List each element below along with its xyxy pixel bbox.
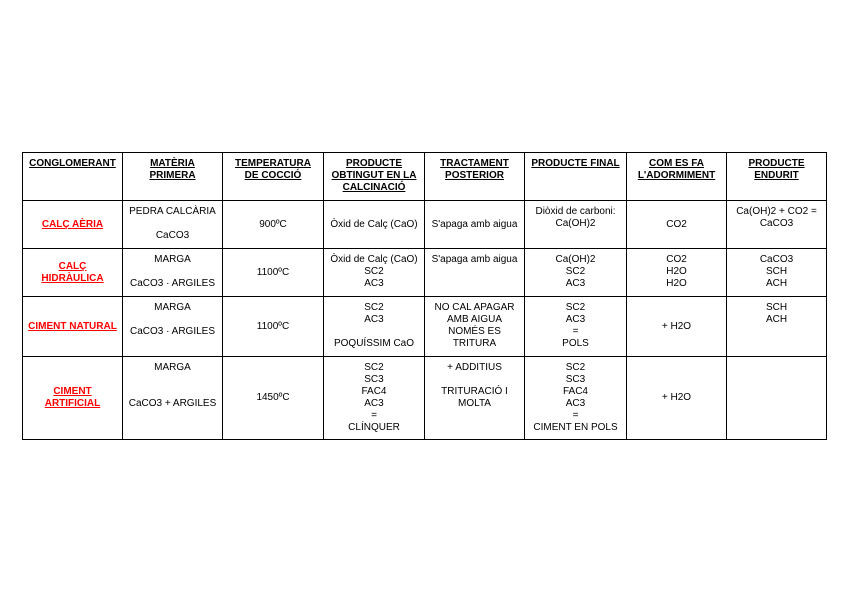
conglomerant-cell <box>23 249 123 297</box>
header-line: COM ES FA <box>648 158 704 169</box>
table-row <box>23 201 827 249</box>
header-line: PRIMERA <box>149 170 196 181</box>
tractament-cell <box>425 297 525 357</box>
cell-line: AC3 <box>364 398 384 409</box>
cell-line: POQUÍSSIM CaO <box>333 338 414 349</box>
cell-line: MARGA <box>154 254 191 265</box>
cell-line: SC2 <box>565 266 586 277</box>
cell-line: Òxid de Calç (CaO) <box>330 218 418 230</box>
cell-line: Ca(OH)2 <box>555 218 596 229</box>
conglomerants-table <box>22 152 827 440</box>
materia-cell <box>123 297 223 357</box>
cell-line: S'apaga amb aigua <box>431 218 518 230</box>
cell-line: Ca(OH)2 <box>555 254 596 265</box>
temperatura-cell <box>223 201 324 249</box>
cell-line <box>123 374 222 386</box>
cell-line: = <box>572 410 579 421</box>
cell-line: TRITURACIÓ I <box>441 386 508 397</box>
cell-line: PEDRA CALCÀRIA <box>129 206 216 217</box>
header-line: POSTERIOR <box>445 170 504 181</box>
cell-line: CLÍNQUER <box>348 422 400 433</box>
cell-line: CO2 <box>666 254 687 265</box>
cell-line: SC2 <box>565 362 586 373</box>
cell-line: SC3 <box>565 374 586 385</box>
endurit-cell <box>727 357 827 440</box>
cell-line: 1450ºC <box>256 392 290 403</box>
endurit-cell <box>727 249 827 297</box>
table-row <box>23 357 827 440</box>
cell-line: Diòxid de carboni: <box>535 206 616 217</box>
cell-line: H2O <box>666 278 687 289</box>
adormiment-cell <box>627 249 727 297</box>
cell-line <box>123 266 222 278</box>
tractament-cell <box>425 201 525 249</box>
header-row <box>23 153 827 201</box>
conglomerant-name: CALÇ AÈRIA <box>41 218 104 230</box>
adormiment-cell <box>627 297 727 357</box>
cell-line: SC2 <box>565 302 586 313</box>
adormiment-cell <box>627 201 727 249</box>
cell-line: AC3 <box>565 398 586 409</box>
cell-line: Òxid de Calç (CaO) <box>330 254 418 265</box>
cell-line: SC3 <box>364 374 384 385</box>
cell-line: CaCO3 <box>155 230 190 241</box>
conglomerant-cell <box>23 357 123 440</box>
temperatura-cell <box>223 357 324 440</box>
endurit-cell <box>727 201 827 249</box>
cell-line: SC2 <box>364 302 384 313</box>
cell-line: AMB AIGUA <box>446 314 502 325</box>
conglomerant-name: CIMENT NATURAL <box>28 320 117 332</box>
cell-line: FAC4 <box>562 386 588 397</box>
cell-line: TRITURA <box>452 338 497 349</box>
cell-line <box>123 314 222 326</box>
tractament-cell <box>425 357 525 440</box>
producte-final-cell <box>525 357 627 440</box>
header-line: OBTINGUT EN LA <box>331 170 417 181</box>
cell-line: Ca(OH)2 + CO2 = <box>736 206 817 217</box>
header-line: TRACTAMENT <box>440 158 509 169</box>
adormiment-cell <box>627 357 727 440</box>
cell-line: MARGA <box>154 362 191 373</box>
header-producte-final <box>525 153 627 201</box>
header-line: DE COCCIÓ <box>244 170 302 181</box>
calcinacio-cell <box>324 201 425 249</box>
producte-final-cell <box>525 297 627 357</box>
conglomerant-name: CIMENT <box>53 386 92 397</box>
header-line: PRODUCTE <box>748 158 805 169</box>
header-temperatura <box>223 153 324 201</box>
cell-line: SC2 <box>364 362 384 373</box>
cell-line: AC3 <box>364 314 384 325</box>
cell-line: + H2O <box>661 320 692 332</box>
cell-line: H2O <box>666 266 687 277</box>
header-materia-primera <box>123 153 223 201</box>
calcinacio-cell <box>324 249 425 297</box>
cell-line: SC2 <box>364 266 384 277</box>
conglomerant-cell <box>23 297 123 357</box>
conglomerant-name: HIDRÀULICA <box>41 272 104 284</box>
temperatura-cell <box>223 249 324 297</box>
cell-line: 1100ºC <box>256 266 290 278</box>
cell-line: MOLTA <box>458 398 491 409</box>
header-tractament <box>425 153 525 201</box>
cell-line: = <box>371 410 377 421</box>
cell-line: FAC4 <box>361 386 387 397</box>
cell-line: CaCO3 <box>759 254 794 265</box>
cell-line <box>324 326 424 338</box>
calcinacio-cell <box>324 357 425 440</box>
header-line: CALCINACIÓ <box>342 182 406 193</box>
header-line: ENDURIT <box>754 170 799 181</box>
materia-cell <box>123 249 223 297</box>
cell-line: CO2 <box>666 218 687 230</box>
cell-line: CaCO3 + ARGILES <box>128 398 217 409</box>
cell-line: NO CAL APAGAR <box>434 302 515 313</box>
header-producte-calcinacio <box>324 153 425 201</box>
header-line: MATÈRIA <box>150 158 195 169</box>
cell-line: AC3 <box>364 278 384 289</box>
cell-line: 900ºC <box>259 218 287 230</box>
cell-line: + ADDITIUS <box>447 362 502 373</box>
cell-line: CaCO3 · ARGILES <box>129 326 216 337</box>
producte-final-cell <box>525 201 627 249</box>
temperatura-cell <box>223 297 324 357</box>
cell-line: AC3 <box>565 314 586 325</box>
cell-line <box>425 374 524 386</box>
table-row <box>23 249 827 297</box>
cell-line <box>123 386 222 398</box>
table-row <box>23 297 827 357</box>
header-line: L'ADORMIMENT <box>637 170 716 181</box>
header-line: PRODUCTE FINAL <box>531 158 620 169</box>
header-producte-endurit <box>727 153 827 201</box>
cell-line: + H2O <box>661 392 692 403</box>
cell-line: CIMENT EN POLS <box>533 422 618 433</box>
conglomerant-cell <box>23 201 123 249</box>
header-conglomerant <box>23 153 123 201</box>
cell-line <box>123 218 222 230</box>
conglomerant-name: CALÇ <box>58 260 87 272</box>
cell-line: ACH <box>765 314 788 325</box>
tractament-cell <box>425 249 525 297</box>
header-adormiment <box>627 153 727 201</box>
producte-final-cell <box>525 249 627 297</box>
cell-line: S'apaga amb aigua <box>431 254 518 265</box>
cell-line: CaCO3 <box>759 218 794 229</box>
cell-line: POLS <box>562 338 589 349</box>
cell-line: MARGA <box>154 302 191 313</box>
cell-line: 1100ºC <box>256 320 290 332</box>
conglomerant-name: ARTIFICIAL <box>44 398 101 409</box>
cell-line: ACH <box>765 278 788 289</box>
endurit-cell <box>727 297 827 357</box>
cell-line: AC3 <box>565 278 586 289</box>
header-line: CONGLOMERANT <box>29 158 116 169</box>
cell-line: CaCO3 · ARGILES <box>129 278 216 289</box>
calcinacio-cell <box>324 297 425 357</box>
cell-line: SCH <box>765 302 788 313</box>
cell-line: NOMÉS ES <box>448 326 501 337</box>
cell-line: = <box>572 326 579 337</box>
materia-cell <box>123 201 223 249</box>
materia-cell <box>123 357 223 440</box>
cell-line: SCH <box>765 266 788 277</box>
conglomerants-table-wrapper <box>22 152 826 440</box>
header-line: PRODUCTE <box>345 158 403 169</box>
header-line: TEMPERATURA <box>235 158 311 169</box>
